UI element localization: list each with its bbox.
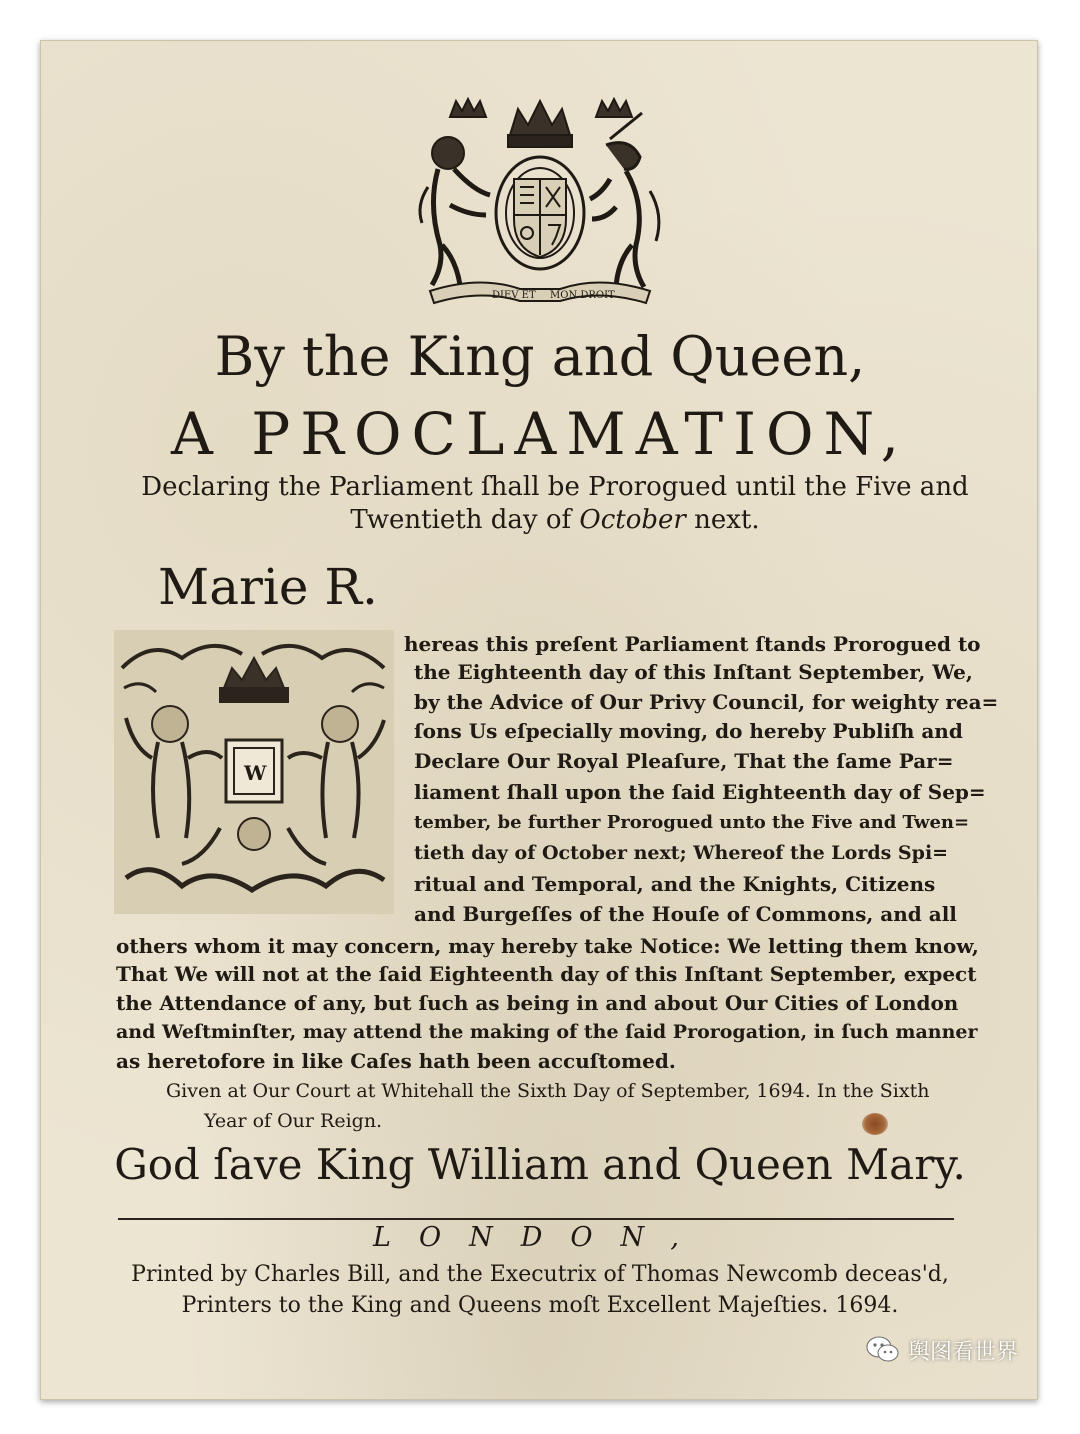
divider-rule: [118, 1218, 954, 1220]
body-line-15: as heretofore in like Caſes hath been accuſtomed.: [116, 1049, 676, 1073]
given-line-1: Given at Our Court at Whitehall the Sixth Day of September, 1694. In the Sixth: [166, 1080, 930, 1102]
body-line-7: tember, be further Prorogued unto the Five and Twen=: [414, 812, 970, 833]
motto-right: MON DROIT: [550, 290, 615, 301]
royal-coat-of-arms-icon: [410, 95, 670, 310]
decorative-initial-woodcut-icon: [112, 628, 396, 916]
body-line-12: That We will not at the ſaid Eighteenth day of this Inſtant September, expect: [116, 962, 977, 986]
body-line-6: liament ſhall upon the ſaid Eighteenth day of Sep=: [414, 780, 986, 804]
declaration-month: October: [579, 505, 686, 535]
ink-stain: [862, 1113, 888, 1135]
heading-king-and-queen: By the King and Queen,: [214, 325, 866, 388]
royal-signature: Marie R.: [158, 558, 378, 616]
imprint-line-1: Printed by Charles Bill, and the Executrix of Thomas Newcomb deceas'd,: [131, 1262, 949, 1287]
motto-left: DIEV ET: [492, 290, 536, 301]
declaration-line-2-pre: Twentieth day of: [350, 505, 580, 535]
body-line-9: ritual and Temporal, and the Knights, Citizens: [414, 872, 936, 896]
body-line-8: tieth day of October next; Whereof the Lords Spi=: [414, 842, 949, 864]
heading-proclamation: A PROCLAMATION,: [170, 400, 910, 468]
closing-blessing: God ſave King William and Queen Mary.: [114, 1140, 966, 1189]
imprint-line-2: Printers to the King and Queens moſt Excellent Majeſties. 1694.: [181, 1293, 899, 1318]
body-line-13: the Attendance of any, but ſuch as being in and about Our Cities of London: [116, 991, 959, 1015]
body-line-3: by the Advice of Our Privy Council, for weighty rea=: [414, 690, 999, 714]
body-line-11: others whom it may concern, may hereby take Notice: We letting them know,: [116, 934, 979, 958]
body-line-5: Declare Our Royal Pleaſure, That the ſame Par=: [414, 749, 954, 773]
initial-letter: W: [244, 761, 267, 785]
watermark: [866, 1333, 1018, 1367]
declaration-line-2: [15, 505, 1080, 535]
wechat-logo-icon: [866, 1335, 900, 1365]
watermark-text: 舆图看世界: [908, 1339, 1019, 1365]
body-line-10: and Burgeſſes of the Houſe of Commons, and all: [414, 902, 957, 926]
body-line-2: the Eighteenth day of this Inſtant September, We,: [414, 660, 973, 684]
body-line-1: hereas this preſent Parliament ſtands Prorogued to: [404, 632, 981, 656]
body-line-4: ſons Us eſpecially moving, do hereby Publiſh and: [414, 719, 963, 743]
body-line-14: and Weſtminſter, may attend the making of the ſaid Prorogation, in ſuch manner: [116, 1021, 978, 1043]
imprint-city: LONDON,: [373, 1222, 707, 1253]
declaration-line-1: Declaring the Parliament ſhall be Prorogued until the Five and: [141, 472, 969, 502]
given-line-2: Year of Our Reign.: [204, 1110, 383, 1132]
declaration-line-2-post: next.: [685, 505, 760, 535]
